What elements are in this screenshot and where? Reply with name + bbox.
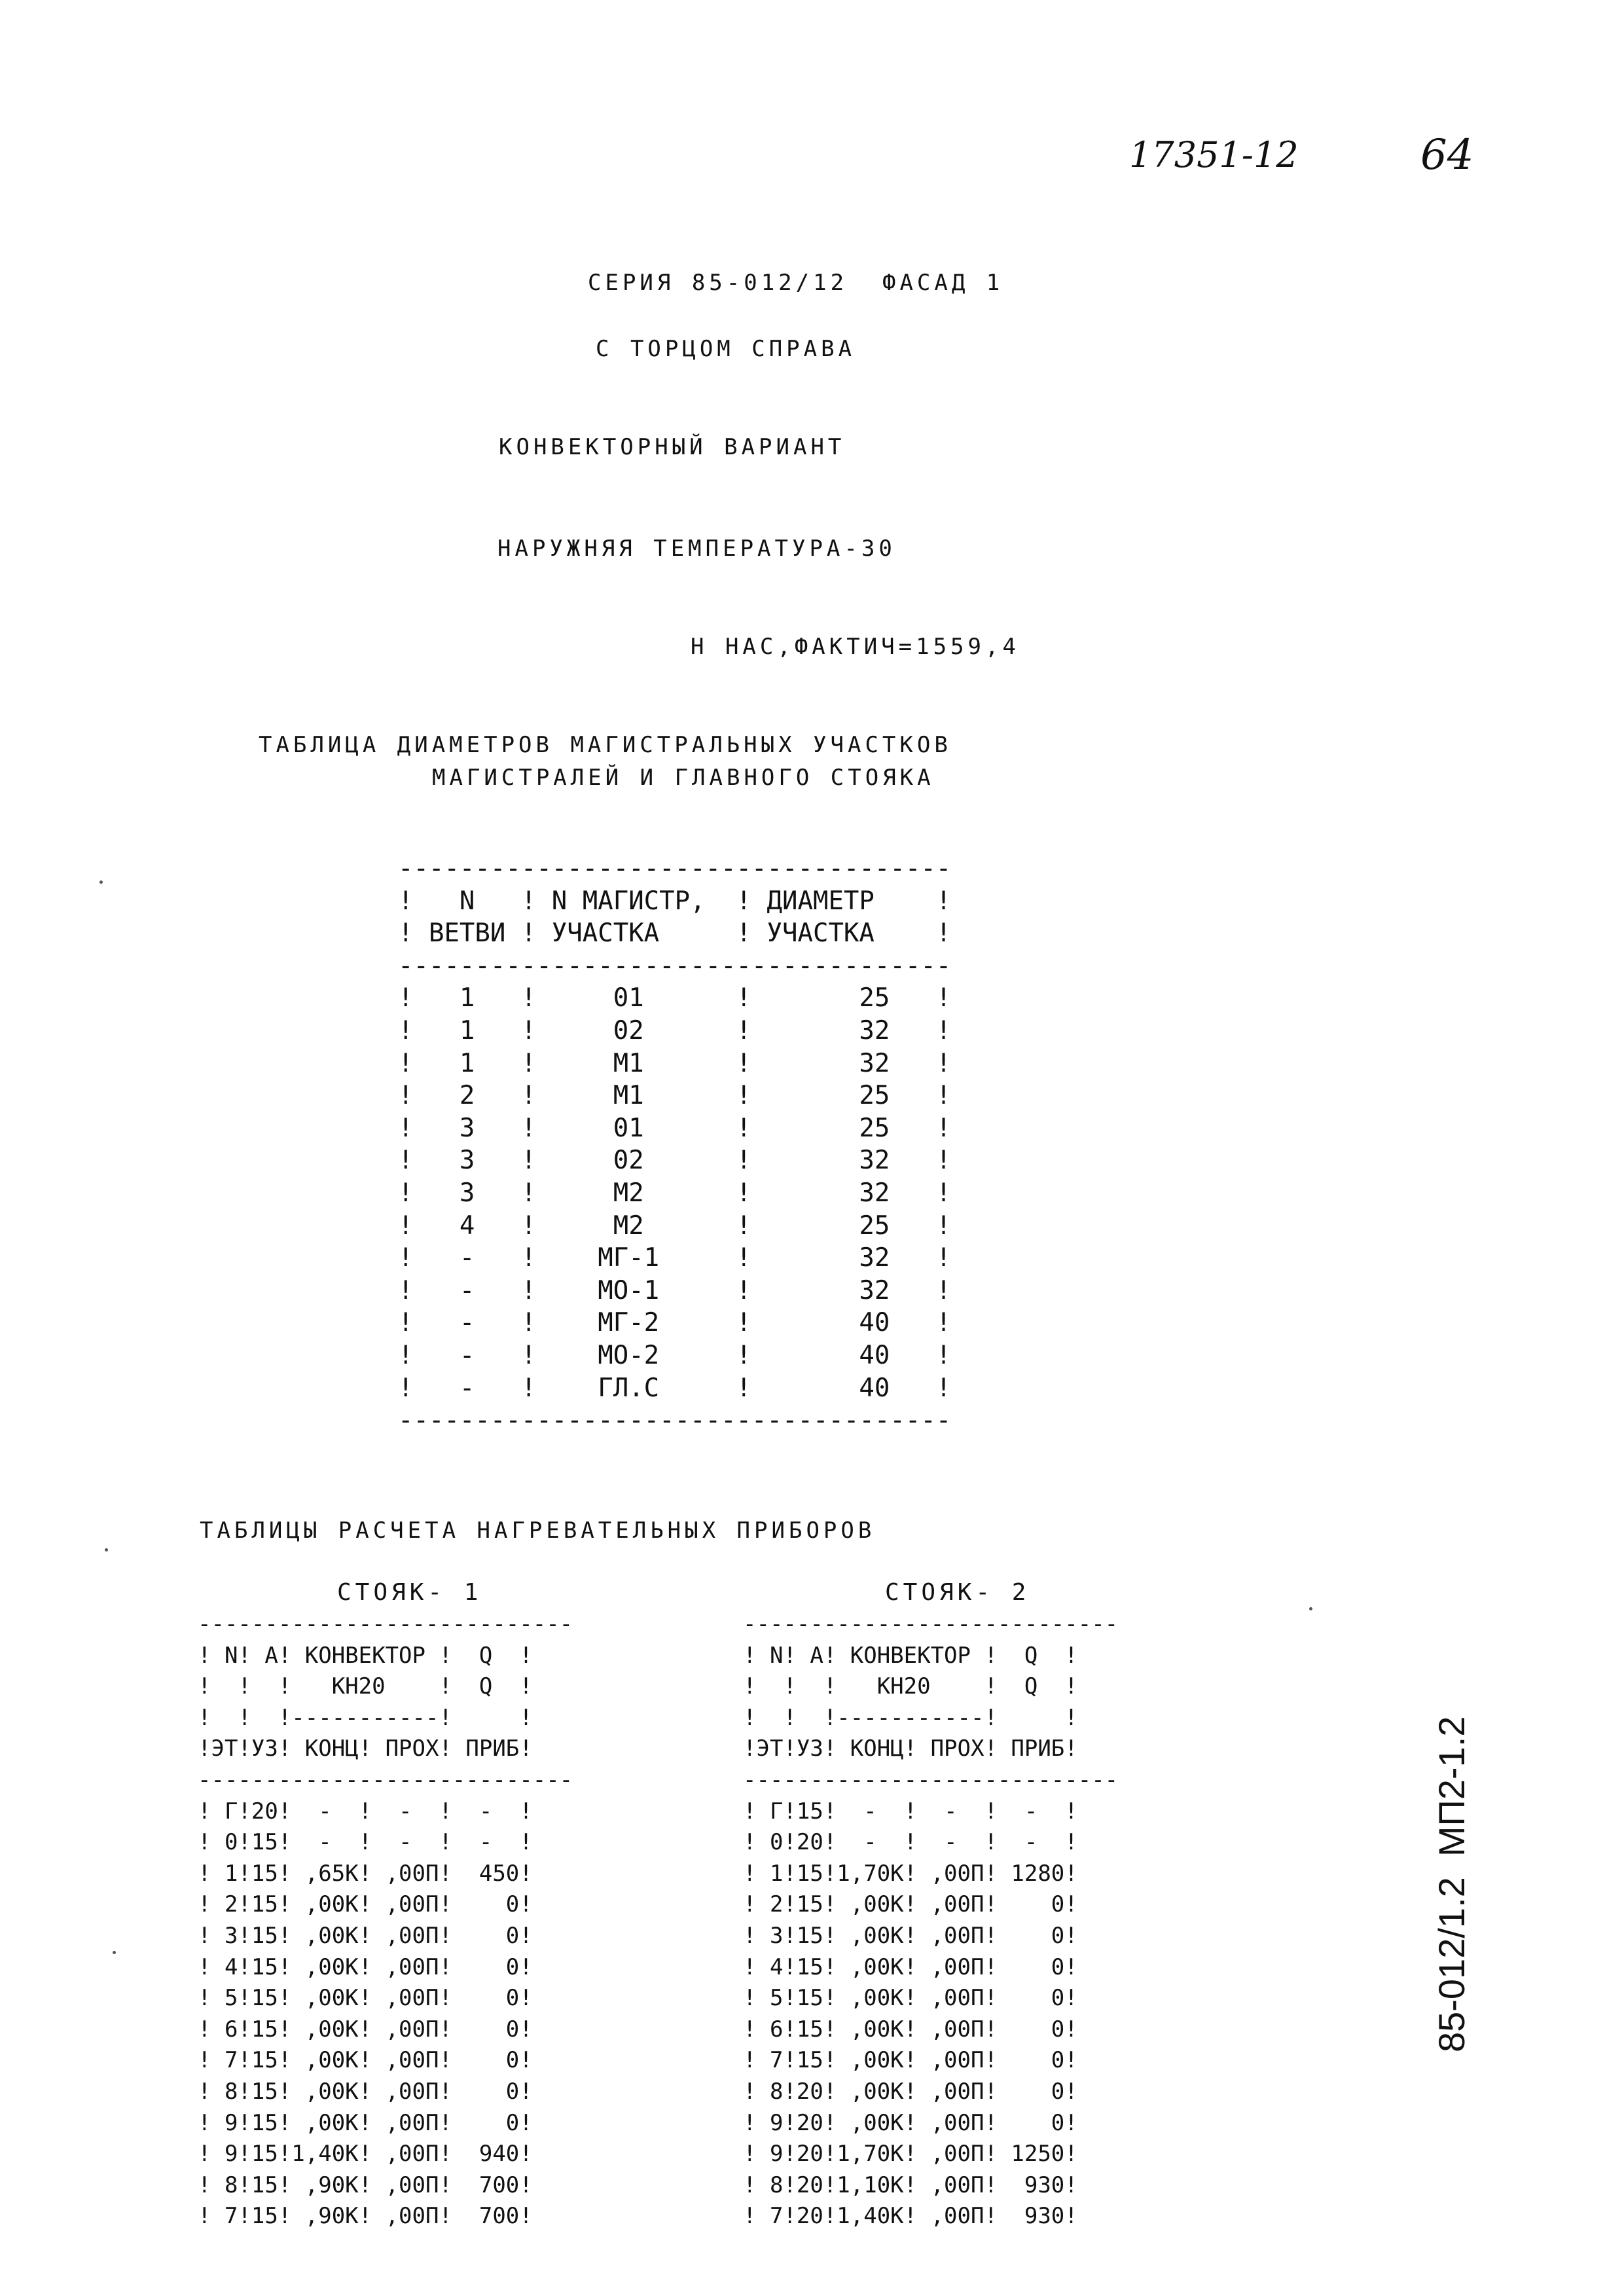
header-orientation: С ТОРЦОМ СПРАВА [596, 336, 856, 362]
scan-speck [105, 1548, 108, 1552]
main-table-title-line1: ТАБЛИЦА ДИАМЕТРОВ МАГИСТРАЛЬНЫХ УЧАСТКОВ [259, 732, 952, 758]
radiator-section-title: ТАБЛИЦЫ РАСЧЕТА НАГРЕВАТЕЛЬНЫХ ПРИБОРОВ [200, 1517, 876, 1544]
scan-speck [113, 1951, 116, 1954]
page-number: 64 [1420, 131, 1474, 179]
stoyak-1-title: СТОЯК- 1 [337, 1579, 482, 1606]
header-temperature: НАРУЖНЯЯ ТЕМПЕРАТУРА-30 [497, 536, 896, 562]
document-number: 17351-12 [1129, 134, 1299, 175]
main-table-title-line2: МАГИСТРАЛЕЙ И ГЛАВНОГО СТОЯКА [432, 765, 935, 791]
header-variant: КОНВЕКТОРНЫЙ ВАРИАНТ [499, 434, 846, 460]
diameter-table: ------------------------------------ ! N ! N МАГИСТР, ! ДИАМЕТР ! ! ВЕТВИ ! УЧАСТКА ! УЧАСТКА ! ------------------------------------ ! 1 ! 01 ! 25 ! ! 1 ! 02 ! 32 ! ! 1 ! М1 ! 32 ! ! 2 ! М1 ! 25 ! ! 3 ! 01 ! 25 ! ! 3 ! 02 ! 32 ! ! 3 ! М2 ! 32 ! ! 4 ! М2 ! 25 ! ! - ! МГ-1 ! 32 ! ! - ! МО-1 ! 32 ! ! - ! МГ-2 ! 40 ! ! - ! МО-2 ! 40 ! ! - ! ГЛ.С ! 40 ! ------------------------------------ [398, 854, 952, 1436]
scan-speck [99, 881, 103, 884]
stoyak-1-table: ---------------------------- ! N! А! КОНВЕКТОР ! Q ! ! ! ! КН20 ! Q ! ! ! !-----------! ! !ЭТ!УЗ! КОНЦ! ПРОХ! ПРИБ! ---------------------------- ! Г!20! - ! - ! - ! ! 0!15! - ! - ! - ! ! 1!15! ,65К! ,00П! 450! ! 2!15! ,00К! ,00П! 0! ! 3!15! ,00К! ,00П! 0! ! 4!15! ,00К! ,00П! 0! ! 5!15! ,00К! ,00П! 0! ! 6!15! ,00К! ,00П! 0! ! 7!15! ,00К! ,00П! 0! ! 8!15! ,00К! ,00П! 0! ! 9!15! ,00К! ,00П! 0! ! 9!15!1,40К! ,00П! 940! ! 8!15! ,90К! ,00П! 700! ! 7!15! ,90К! ,00П! 700! [198, 1611, 573, 2230]
header-series: СЕРИЯ 85-012/12 ФАСАД 1 [588, 270, 1004, 296]
header-pressure: Н НАС,ФАКТИЧ=1559,4 [691, 634, 1020, 660]
stoyak-2-title: СТОЯК- 2 [885, 1579, 1030, 1606]
stoyak-2-table: ---------------------------- ! N! А! КОНВЕКТОР ! Q ! ! ! ! КН20 ! Q ! ! ! !-----------! ! !ЭТ!УЗ! КОНЦ! ПРОХ! ПРИБ! ---------------------------- ! Г!15! - ! - ! - ! ! 0!20! - ! - ! - ! ! 1!15!1,70К! ,00П! 1280! ! 2!15! ,00К! ,00П! 0! ! 3!15! ,00К! ,00П! 0! ! 4!15! ,00К! ,00П! 0! ! 5!15! ,00К! ,00П! 0! ! 6!15! ,00К! ,00П! 0! ! 7!15! ,00К! ,00П! 0! ! 8!20! ,00К! ,00П! 0! ! 9!20! ,00К! ,00П! 0! ! 9!20!1,70К! ,00П! 1250! ! 8!20!1,10К! ,00П! 930! ! 7!20!1,40К! ,00П! 930! [743, 1611, 1119, 2230]
side-stamp-code: 85-012/1.2 МП2-1.2 [1431, 1716, 1472, 2052]
scan-speck [1309, 1607, 1312, 1610]
